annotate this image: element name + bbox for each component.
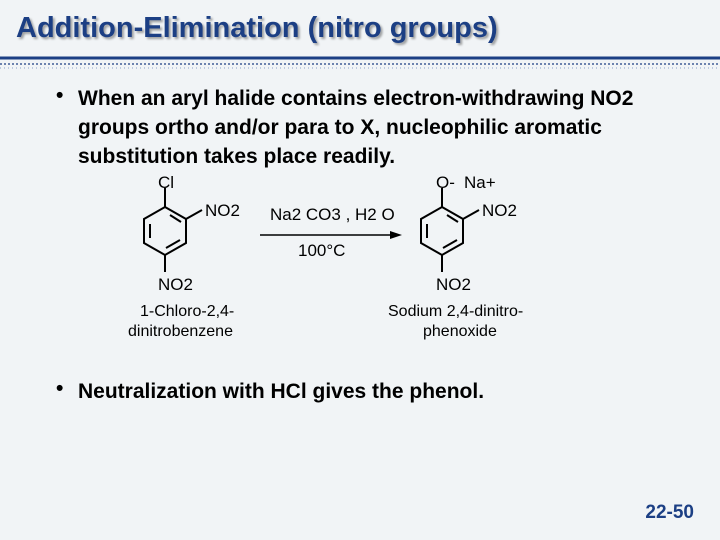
reaction-reagents: Na2 CO3 , H2 O	[270, 205, 395, 224]
bullet-marker: •	[56, 377, 64, 400]
reactant-name-line2: dinitrobenzene	[128, 323, 233, 340]
product-sodium-label: Na+	[464, 173, 496, 192]
title-underline-rule	[0, 56, 720, 74]
bullet-text-2: Neutralization with HCl gives the phenol.	[78, 380, 485, 403]
product-name-line1: Sodium 2,4-dinitro-	[388, 303, 524, 320]
reactant-ortho-no2-label: NO2	[205, 201, 240, 220]
reactant-name-line1: 1-Chloro-2,4-	[140, 303, 235, 320]
slide-number: 22-50	[645, 502, 694, 523]
reactant-benzene-ring	[144, 188, 202, 272]
reaction-scheme	[120, 168, 560, 348]
bullet-item-1	[56, 84, 716, 174]
product-para-no2-label: NO2	[436, 275, 471, 294]
reactant-para-no2-label: NO2	[158, 275, 193, 294]
bullet-text-1: When an aryl halide contains electron-withdrawing NO2 groups ortho and/or para to X, nucleophilic aromatic substitution takes place readily.	[78, 87, 634, 168]
bullet-marker: •	[56, 84, 64, 107]
reactant-cl-label: Cl	[158, 173, 175, 192]
slide-title: Addition-Elimination (nitro groups)	[16, 12, 498, 44]
reaction-arrow	[260, 231, 402, 239]
product-ortho-no2-label: NO2	[482, 201, 517, 220]
product-name-line2: phenoxide	[423, 323, 497, 340]
bullet-item-2	[56, 377, 676, 407]
product-phenoxide-label: O-	[436, 173, 455, 192]
reaction-temperature: 100°C	[298, 241, 346, 260]
product-benzene-ring	[421, 188, 479, 272]
